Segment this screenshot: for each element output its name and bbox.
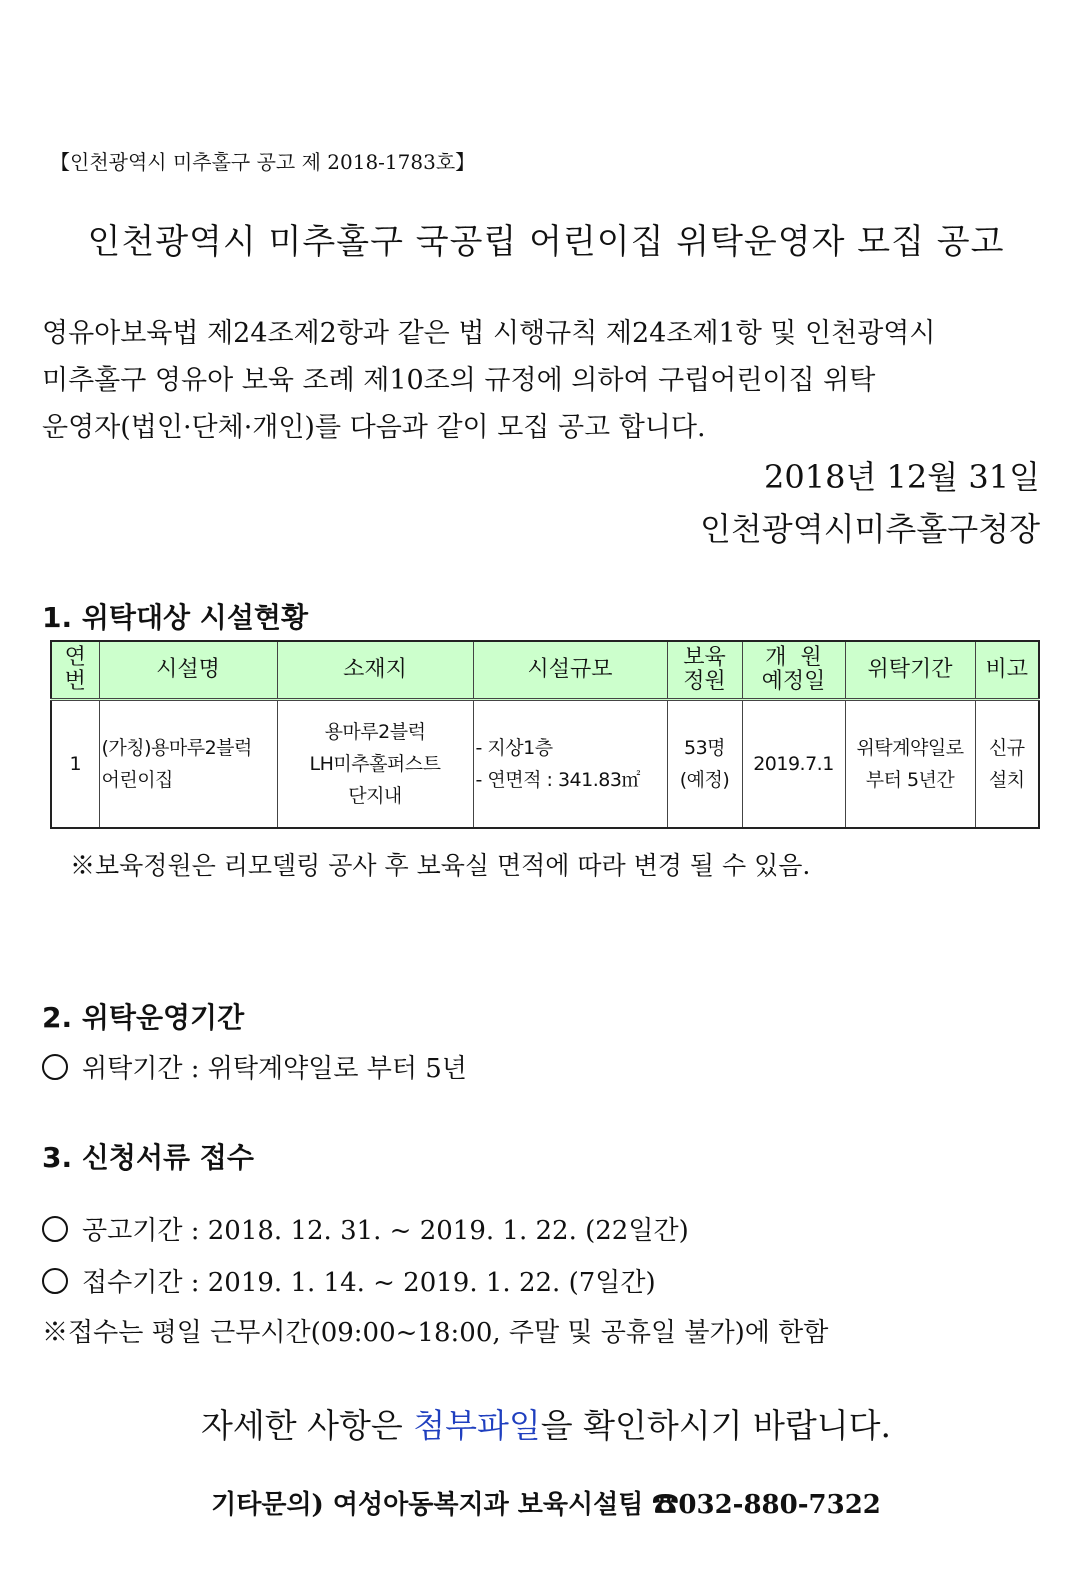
issuer: 인천광역시미추홀구청장 [699, 510, 1040, 548]
cell-scale: - 지상1층 - 연면적 : 341.83㎡ [473, 700, 667, 829]
header-period: 위탁기간 [845, 641, 975, 700]
section-heading-period: 2. 위탁운영기간 [42, 1001, 245, 1034]
circle-bullet-icon [42, 1054, 68, 1080]
circle-bullet-icon [42, 1216, 68, 1242]
cell-name: (가칭)용마루2블럭 어린이집 [99, 700, 277, 829]
header-no: 연 번 [51, 641, 99, 700]
header-name: 시설명 [99, 641, 277, 700]
section-heading-facility: 1. 위탁대상 시설현황 [42, 601, 309, 634]
receipt-period-item: 접수기간 : 2019. 1. 14. ~ 2019. 1. 22. (7일간) [42, 1262, 656, 1299]
closing-sentence: 자세한 사항은 첨부파일을 확인하시기 바랍니다. [200, 1406, 891, 1445]
facility-table [50, 640, 1040, 829]
page-title: 인천광역시 미추홀구 국공립 어린이집 위탁운영자 모집 공고 [87, 222, 1005, 262]
cell-remark: 신규 설치 [975, 700, 1039, 829]
intro-paragraph [42, 310, 935, 451]
header-remark: 비고 [975, 641, 1039, 700]
announce-period-item: 공고기간 : 2018. 12. 31. ~ 2019. 1. 22. (22일간) [42, 1210, 689, 1247]
header-scale: 시설규모 [473, 641, 667, 700]
section-heading-application: 3. 신청서류 접수 [42, 1141, 254, 1174]
attachment-link[interactable]: 첨부파일 [413, 1406, 541, 1445]
header-location: 소재지 [277, 641, 473, 700]
cell-open-date: 2019.7.1 [742, 700, 845, 829]
receipt-note: ※접수는 평일 근무시간(09:00~18:00, 주말 및 공휴일 불가)에 한함 [42, 1318, 829, 1348]
cell-no: 1 [51, 700, 99, 829]
notice-number: 【인천광역시 미추홀구 공고 제 2018-1783호】 [50, 150, 476, 174]
period-item: 위탁기간 : 위탁계약일로 부터 5년 [42, 1048, 467, 1085]
cell-capacity: 53명 (예정) [667, 700, 742, 829]
cell-location: 용마루2블럭 LH미추홀퍼스트 단지내 [277, 700, 473, 829]
contact-info: 기타문의) 여성아동복지과 보육시설팀 ☎032-880-7322 [211, 1490, 881, 1520]
circle-bullet-icon [42, 1268, 68, 1294]
intro-line: 영유아보육법 제24조제2항과 같은 법 시행규칙 제24조제1항 및 인천광역시 [42, 318, 936, 349]
capacity-footnote: ※보육정원은 리모델링 공사 후 보육실 면적에 따라 변경 될 수 있음. [70, 851, 811, 880]
cell-period: 위탁계약일로 부터 5년간 [845, 700, 975, 829]
notice-date: 2018년 12월 31일 [764, 458, 1040, 496]
header-capacity: 보육 정원 [667, 641, 742, 700]
table-header-row [51, 641, 1039, 700]
intro-line: 미추홀구 영유아 보육 조례 제10조의 규정에 의하여 구립어린이집 위탁 [42, 365, 876, 396]
header-open-date: 개 원 예정일 [742, 641, 845, 700]
table-row [51, 700, 1039, 829]
intro-line: 운영자(법인·단체·개인)를 다음과 같이 모집 공고 합니다. [42, 412, 706, 443]
